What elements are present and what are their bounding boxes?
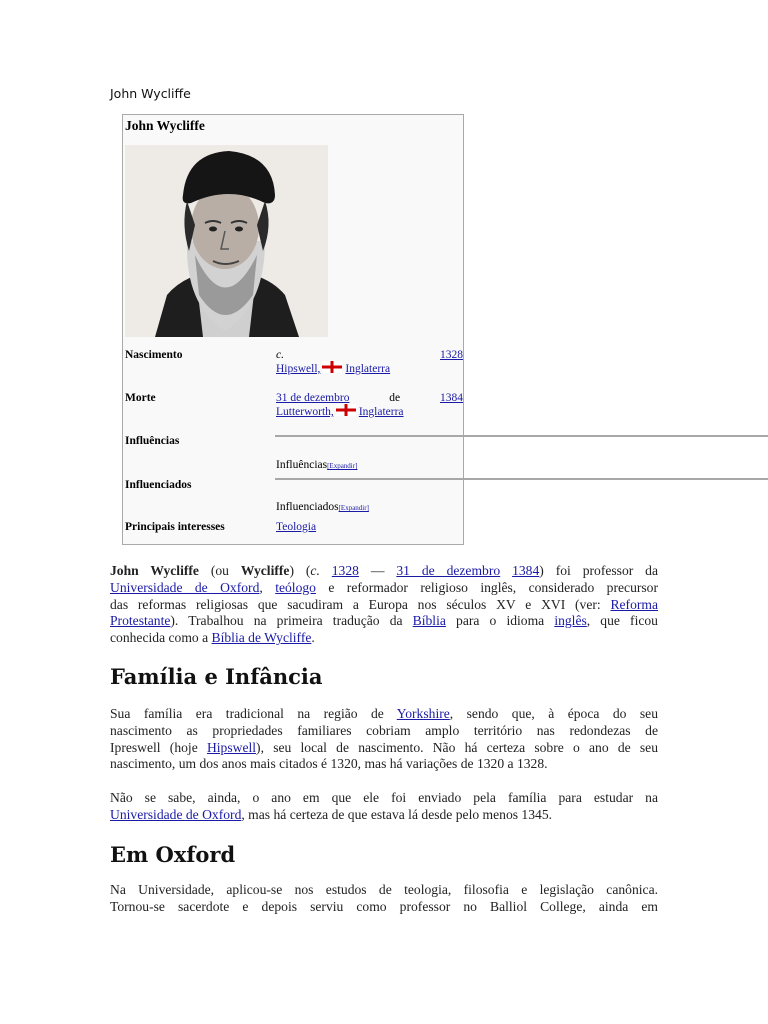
- portrait-image: [125, 145, 328, 337]
- text: ) (: [289, 563, 311, 578]
- influenced-text: Influenciados: [276, 501, 339, 513]
- para-line: [110, 706, 658, 723]
- circa: c.: [310, 563, 320, 578]
- influences-divider: [275, 435, 768, 437]
- para-line: [110, 790, 658, 807]
- section-heading-familia: Família e Infância: [110, 664, 323, 689]
- intro-line: [110, 630, 658, 647]
- intro-line: [110, 613, 658, 630]
- para-line: [110, 807, 658, 824]
- familia-paragraph-2: [110, 790, 658, 824]
- birth-label: Nascimento: [125, 349, 183, 361]
- text: (ou: [198, 563, 241, 578]
- infobox-title: John Wycliffe: [125, 118, 205, 133]
- para-line: [110, 723, 658, 740]
- death-value: [276, 392, 463, 418]
- text: , sendo que, à época do seu: [449, 706, 658, 721]
- biblia-wycliffe-link[interactable]: Bíblia de Wycliffe: [211, 630, 312, 646]
- birth-place-link[interactable]: Hipswell,: [276, 363, 321, 375]
- birth-year-link[interactable]: 1328: [440, 349, 463, 361]
- birth-year-link[interactable]: 1328: [331, 563, 359, 578]
- text: Tornou-se sacerdote e depois serviu como professor no Balliol College, ainda em: [110, 898, 658, 914]
- death-year-link[interactable]: 1384: [512, 563, 540, 578]
- intro-paragraph: [110, 563, 658, 647]
- influences-text: Influências: [276, 459, 328, 471]
- ingles-link[interactable]: inglês: [554, 613, 587, 629]
- para-line: [110, 756, 658, 773]
- section-heading-oxford: Em Oxford: [110, 842, 236, 867]
- protestante-link[interactable]: Protestante: [110, 613, 171, 629]
- text: .: [311, 630, 315, 646]
- oxford-link[interactable]: Universidade de Oxford: [110, 806, 242, 822]
- birth-circa: c.: [276, 349, 284, 361]
- death-place-link[interactable]: Lutterworth,: [276, 406, 334, 418]
- oxford-paragraph: [110, 882, 658, 916]
- influenced-expand-link[interactable]: [Expandir]: [338, 504, 369, 512]
- text: Na Universidade, aplicou-se nos estudos de teologia, filosofia e legislação canônica.: [110, 882, 658, 897]
- birth-country-link[interactable]: Inglaterra: [345, 363, 391, 375]
- text: conhecida como a: [110, 630, 212, 646]
- portrait-illustration: [125, 145, 328, 337]
- hipswell-link[interactable]: Hipswell: [206, 739, 257, 755]
- text: ), seu local de nascimento. Não há certeza sobre o ano de seu: [256, 739, 659, 755]
- influences-value: [276, 459, 357, 471]
- text: , mas há certeza de que estava lá desde pelo menos 1345.: [241, 806, 553, 822]
- interests-link[interactable]: Teologia: [276, 521, 317, 533]
- text: [320, 563, 332, 578]
- para-line: [110, 899, 658, 916]
- influences-label: Influências: [125, 435, 180, 447]
- text: ). Trabalhou na primeira tradução da: [170, 613, 413, 629]
- text: das reformas religiosas que sacudiram a Europa nos séculos XV e XVI (ver:: [110, 596, 601, 612]
- para-line: [110, 882, 658, 899]
- interests-label: Principais interesses: [125, 521, 225, 533]
- death-date-link[interactable]: 31 de dezembro: [276, 392, 350, 404]
- document-title: John Wycliffe: [110, 86, 191, 101]
- intro-line: [110, 580, 658, 597]
- influenced-divider: [275, 478, 768, 480]
- biblia-link[interactable]: Bíblia: [412, 613, 446, 629]
- name-alt-bold: Wycliffe: [240, 563, 290, 578]
- infobox: [122, 114, 464, 545]
- intro-line: [110, 563, 658, 580]
- influences-expand-link[interactable]: [Expandir]: [327, 462, 358, 470]
- intro-line: [110, 597, 658, 614]
- text: , que ficou: [586, 613, 658, 629]
- death-de: de: [389, 392, 401, 404]
- death-label: Morte: [125, 392, 156, 404]
- text: nascimento, um dos anos mais citados é 1320, mas há variações de 1320 a 1328.: [110, 756, 548, 772]
- text: Não se sabe, ainda, o ano em que ele foi enviado pela família para estudar na: [110, 790, 658, 805]
- interests-value: [276, 521, 316, 533]
- reforma-link[interactable]: Reforma: [610, 596, 659, 612]
- oxford-link[interactable]: Universidade de Oxford: [110, 579, 260, 595]
- england-flag-icon: [336, 404, 356, 416]
- familia-paragraph-1: [110, 706, 658, 773]
- para-line: [110, 740, 658, 757]
- text: nascimento as propriedades familiares cobriam amplo território nas redondezas de: [110, 722, 658, 738]
- death-date-link[interactable]: 31 de dezembro: [396, 563, 501, 578]
- text: Sua família era tradicional na região de: [110, 706, 397, 721]
- text: ) foi professor da: [539, 563, 659, 578]
- text: —: [358, 563, 397, 578]
- birth-value: [276, 349, 463, 375]
- teologo-link[interactable]: teólogo: [275, 579, 316, 595]
- name-bold: John Wycliffe: [110, 563, 199, 578]
- text: ,: [259, 579, 276, 595]
- yorkshire-link[interactable]: Yorkshire: [396, 706, 450, 721]
- death-year-link[interactable]: 1384: [440, 392, 463, 404]
- death-country-link[interactable]: Inglaterra: [358, 406, 404, 418]
- influenced-value: [276, 501, 369, 513]
- influenced-label: Influenciados: [125, 479, 192, 491]
- england-flag-icon: [322, 361, 342, 373]
- text: e reformador religioso inglês, considerado precursor: [315, 579, 659, 595]
- text: para o idioma: [445, 613, 555, 629]
- text: Ipreswell (hoje: [110, 739, 207, 755]
